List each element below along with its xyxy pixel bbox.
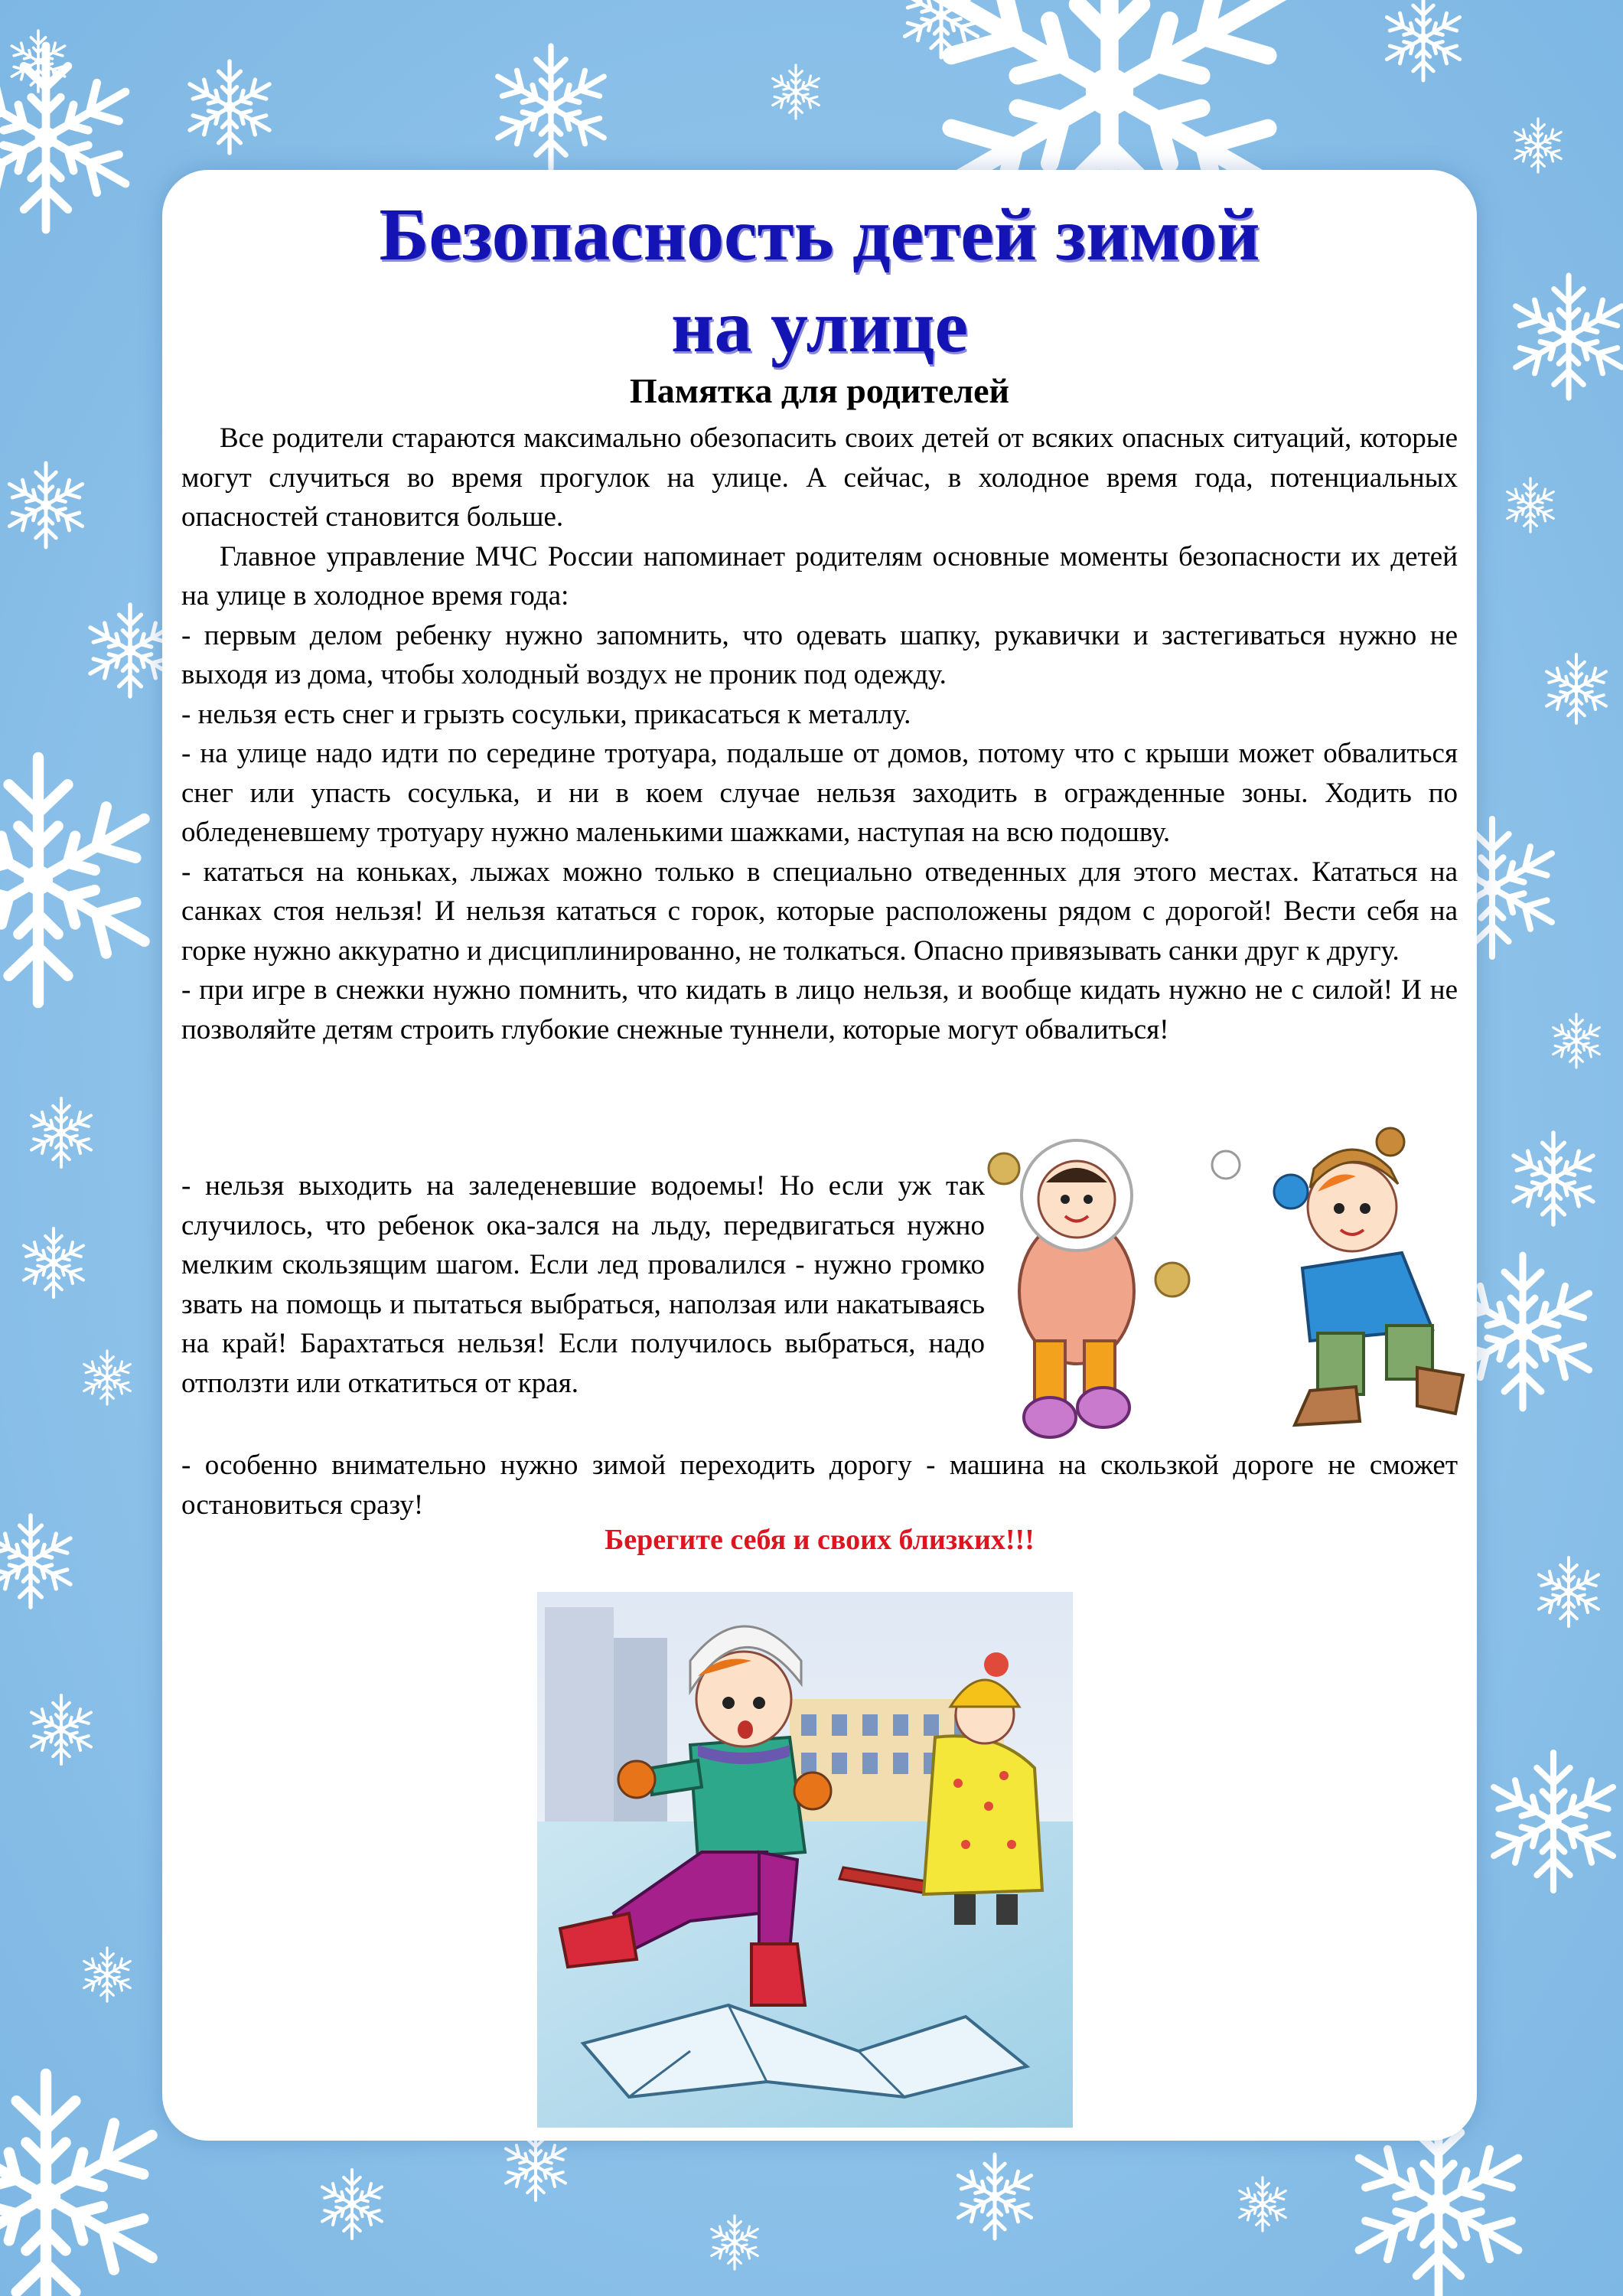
rule-item: - кататься на коньках, лыжах можно только в специально отведенных для этого местах. Кататься на санках стоя нельзя! И нельзя кататься с горок, которые расположены рядом с дорогой! Вести себя на горке нужно аккуратно и дисциплинированно, не толкаться. Опасно привязывать санки друг к другу. — [181, 856, 1458, 967]
page-subtitle: Памятка для родителей — [629, 371, 1010, 410]
boy-figure — [1274, 1128, 1463, 1425]
content-card — [162, 170, 1477, 2141]
ice-rule-block — [181, 1166, 985, 1403]
intro-paragraph: Все родители стараются максимально обезопасить своих детей от всяких опасных ситуаций, которые могут случиться во время прогулок на улице. А сейчас, в холодное время года, потенциальных опасностей становится больше. — [181, 422, 1458, 533]
rule-item: - на улице надо идти по середине тротуара, подальше от домов, потому что с крыши может обвалиться снег или упасть сосулька, и ни в коем случае нельзя заходить в огражденные зоны. Ходить по обледеневшему тротуару нужно маленькими шажками, наступая на всю подошву. — [181, 738, 1458, 848]
rule-item: - нельзя есть снег и грызть сосульки, прикасаться к металлу. — [181, 698, 911, 730]
page-title-line-2: на улице — [671, 285, 968, 368]
page-title: Безопасность детей зимой — [379, 194, 1260, 276]
road-rule-block — [181, 1446, 1458, 1525]
child-skating-on-ice-illustration — [537, 1592, 1073, 2128]
rule-item: - первым делом ребенку нужно запомнить, что одевать шапку, рукавички и застегиваться нужно не выходя из дома, чтобы холодный воздух не проник под одежду. — [181, 619, 1458, 690]
call-to-action: Берегите себя и своих близких!!! — [605, 1524, 1035, 1556]
rule-item: - особенно внимательно нужно зимой переходить дорогу - машина на скользкой дороге не сможет остановиться сразу! — [181, 1450, 1458, 1521]
rule-item: - при игре в снежки нужно помнить, что кидать в лицо нельзя, и вообще кидать нужно не с силой! И не позволяйте детям строить глубокие снежные туннели, которые могут обвалиться! — [181, 974, 1458, 1045]
rule-item: - нельзя выходить на заледеневшие водоемы! Но если уж так случилось, что ребенок ока-зался на льду, передвигаться нужно мелким скользящим шагом. Если лед провалился - нужно громко звать на помощь и пытаться выбраться, наползая или накатываясь на край! Барахтаться нельзя! Если получилось выбраться, надо отползти или откатиться от края. — [181, 1170, 985, 1399]
intro-paragraph: Главное управление МЧС России напоминает родителям основные моменты безопасности их детей на улице в холодное время года: — [181, 540, 1458, 612]
girl-figure — [989, 1140, 1189, 1437]
main-text — [181, 419, 1458, 1049]
children-snowball-illustration — [973, 1123, 1478, 1444]
